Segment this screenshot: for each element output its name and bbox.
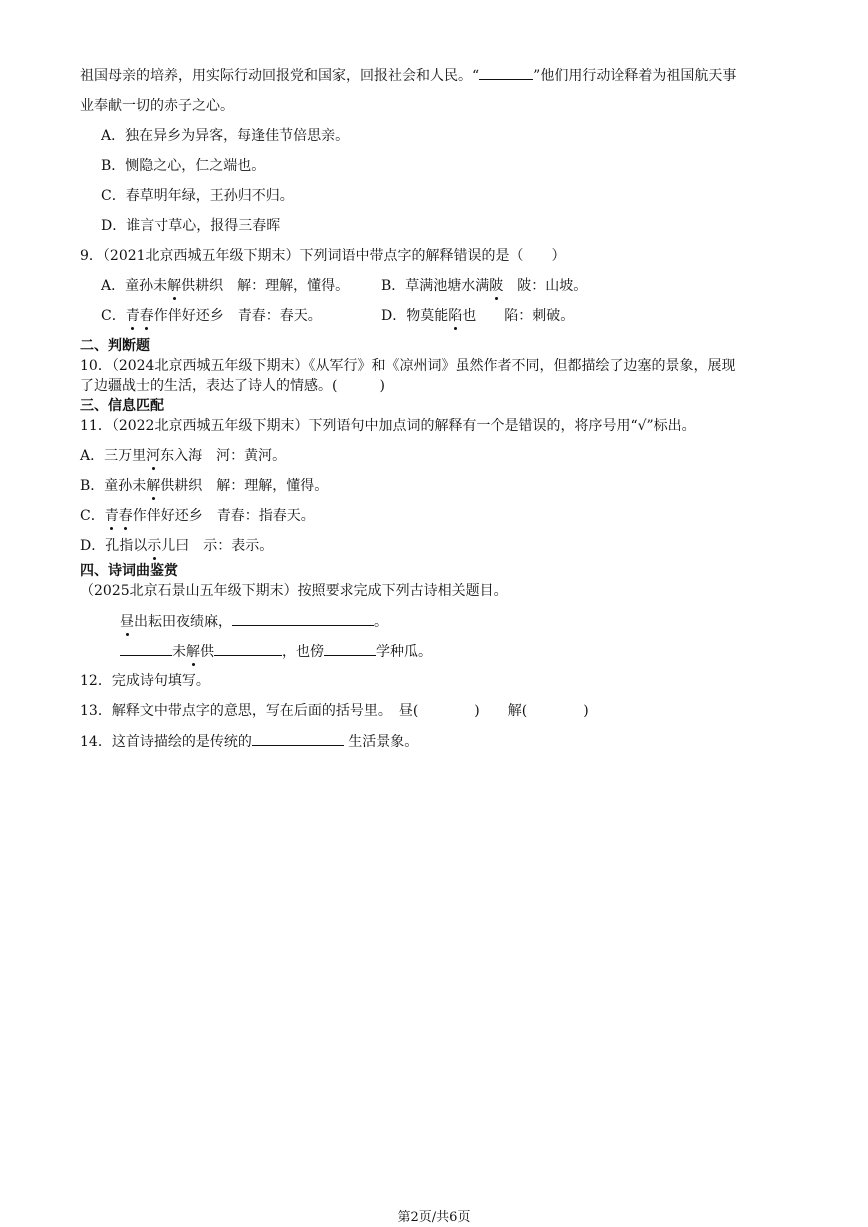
- page-footer: 第2页/共6页: [397, 1210, 471, 1225]
- q9-d-dotted: 陷: [448, 305, 462, 327]
- q9-a-pre: A．童孙未: [101, 278, 168, 294]
- q11-d-post: 儿曰 示：表示。: [161, 538, 274, 554]
- q8-option-b[interactable]: B．恻隐之心，仁之端也。: [101, 158, 266, 174]
- q11-c-dotted-2: 春: [119, 505, 133, 527]
- poem-l2-mid1: 未: [172, 644, 186, 660]
- poem-l1-text: 出耘田夜绩麻，: [134, 614, 232, 630]
- poem-l2-dotted: 解: [186, 641, 200, 663]
- poem-l2-end: 学种瓜。: [376, 644, 432, 660]
- q11-c-post: 作伴好还乡 青春：指春天。: [132, 508, 315, 524]
- poem-line-2: [120, 640, 432, 663]
- poem-l2-blank-1[interactable]: [120, 640, 172, 656]
- q11-option-c[interactable]: [80, 505, 315, 527]
- q14-pre: 14．这首诗描绘的是传统的: [80, 734, 252, 750]
- q11-b-post: 供耕织 解：理解，懂得。: [160, 478, 329, 494]
- q9-d-pre: D．物莫能: [381, 308, 449, 324]
- q11-a-dotted: 河: [146, 445, 160, 467]
- poem-l2-blank-2[interactable]: [214, 640, 282, 656]
- q8-option-d[interactable]: D．谁言寸草心，报得三春晖: [101, 218, 281, 234]
- q9-c-post: 作伴好还乡 青春：春天。: [153, 308, 322, 324]
- q8-text-a: 祖国母亲的培养，用实际行动回报党和国家，回报社会和人民。“: [80, 68, 480, 84]
- q11-option-a[interactable]: [80, 445, 286, 467]
- poem-l1-end: 。: [374, 614, 388, 630]
- q10-line2: 了边疆战士的生活，表达了诗人的情感。( ): [80, 378, 385, 394]
- q9-a-post: 供耕织 解：理解，懂得。: [181, 278, 350, 294]
- poem-l2-blank-3[interactable]: [324, 640, 376, 656]
- poem-l2-mid2: 供: [200, 644, 214, 660]
- q9-option-d[interactable]: [381, 305, 574, 327]
- q9-option-b[interactable]: [381, 275, 587, 297]
- q11-c-dotted-1: 青: [105, 505, 119, 527]
- q14-post: 生活景象。: [343, 734, 419, 750]
- poem-intro: （2025北京石景山五年级下期末）按照要求完成下列古诗相关题目。: [80, 583, 508, 599]
- q11-d-dotted: 示: [147, 535, 161, 557]
- q8-blank[interactable]: [479, 64, 533, 80]
- q14-line: [80, 730, 418, 753]
- section-2-title: 二、判断题: [80, 338, 150, 354]
- q9-b-post: 陂：山坡。: [503, 278, 588, 294]
- q11-a-post: 东入海 河：黄河。: [160, 448, 287, 464]
- q9-c-pre: C．: [101, 308, 126, 324]
- q11-b-dotted: 解: [146, 475, 160, 497]
- q10-line1: 10．（2024北京西城五年级下期末）《从军行》和《凉州词》虽然作者不同，但都描绘了边塞的景象，展现: [80, 358, 736, 374]
- q9-option-a[interactable]: [101, 275, 349, 297]
- q11-b-pre: B．童孙未: [80, 478, 147, 494]
- q11-d-pre: D．孔指以: [80, 538, 148, 554]
- q8-option-a[interactable]: A．独在异乡为异客，每逢佳节倍思亲。: [101, 128, 350, 144]
- q12-text: 12．完成诗句填写。: [80, 673, 210, 689]
- q8-stem-line2: 业奉献一切的赤子之心。: [80, 98, 234, 114]
- q13-text: 13．解释文中带点字的意思，写在后面的括号里。 昼( ) 解( ): [80, 703, 589, 719]
- q11-a-pre: A．三万里: [80, 448, 147, 464]
- q14-blank[interactable]: [252, 730, 344, 746]
- poem-l2-mid3: ，也傍: [282, 644, 324, 660]
- q11-c-pre: C．: [80, 508, 105, 524]
- q8-option-c[interactable]: C．春草明年绿，王孙归不归。: [101, 188, 294, 204]
- q8-text-b: ”他们用行动诠释着为祖国航天事: [533, 68, 737, 84]
- q9-stem: 9．（2021北京西城五年级下期末）下列词语中带点字的解释错误的是（ ）: [80, 248, 566, 264]
- q11-option-d[interactable]: [80, 535, 273, 557]
- q11-stem: 11．（2022北京西城五年级下期末）下列语句中加点词的解释有一个是错误的，将序号用“√”标出。: [80, 418, 696, 434]
- q9-option-c[interactable]: [101, 305, 322, 327]
- section-3-title: 三、信息匹配: [80, 398, 164, 414]
- q9-a-dotted: 解: [167, 275, 181, 297]
- poem-line-1: [120, 610, 388, 633]
- poem-l1-dotted: 昼: [120, 611, 134, 633]
- poem-l1-blank[interactable]: [232, 610, 374, 626]
- q11-option-b[interactable]: [80, 475, 328, 497]
- q9-c-dotted-2: 春: [140, 305, 154, 327]
- q8-stem-line1: [80, 64, 736, 87]
- q9-d-post: 也 陷：刺破。: [462, 308, 575, 324]
- q9-b-dotted: 陂: [489, 275, 503, 297]
- q9-b-pre: B．草满池塘水满: [381, 278, 490, 294]
- section-4-title: 四、诗词曲鉴赏: [80, 563, 178, 579]
- q9-c-dotted-1: 青: [126, 305, 140, 327]
